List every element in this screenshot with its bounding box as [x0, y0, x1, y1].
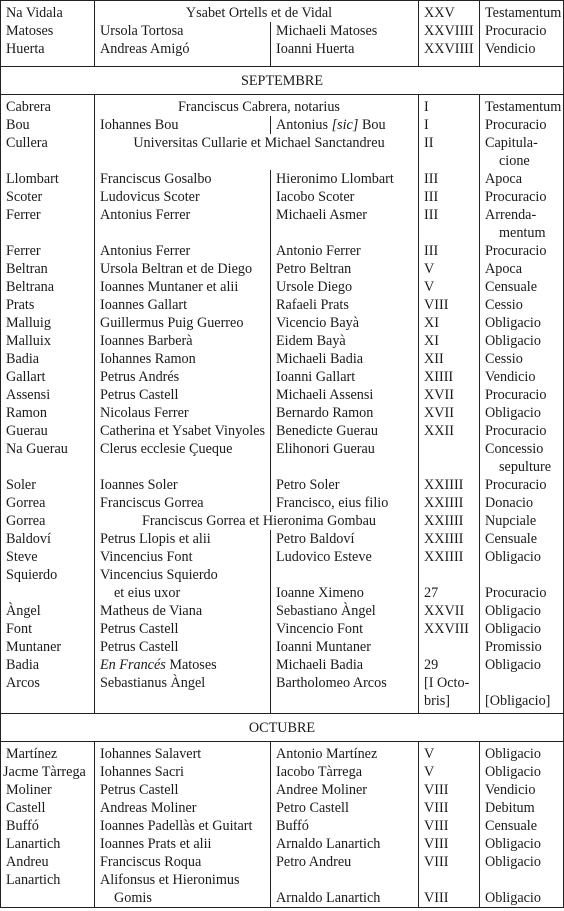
party-cell: Franciscus Cabrera, notarius — [95, 94, 419, 116]
grantor-cell: Iohannes Ramon — [95, 350, 271, 368]
table-row — [1, 332, 564, 350]
surname-cell: Gorrea — [1, 494, 95, 512]
table-row — [1, 853, 564, 871]
month-heading-septembre: SEPTEMBRE — [1, 66, 564, 94]
surname-cell: Badia — [1, 350, 95, 368]
surname-cell: Malluix — [1, 332, 95, 350]
surname-cell: Ramon — [1, 404, 95, 422]
grantor-cell: Andreas Moliner — [95, 799, 271, 817]
act-type-line: sepulture — [499, 458, 552, 475]
table-row — [1, 404, 564, 422]
act-type-cell: Censuale — [480, 817, 564, 835]
act-type-cell: Nupciale — [480, 512, 564, 530]
surname-cell: Na Guerau — [1, 440, 95, 476]
grantor-cell: Franciscus Gosalbo — [95, 170, 271, 188]
table-row — [1, 188, 564, 206]
grantee-cell: Elihonori Guerau — [271, 440, 419, 476]
surname-cell: Castell — [1, 799, 95, 817]
surname-cell: Andreu — [1, 853, 95, 871]
surname-cell: Martínez — [1, 742, 95, 764]
grantor-cell: Petrus Andrés — [95, 368, 271, 386]
table-row — [1, 350, 564, 368]
table-row — [1, 763, 564, 781]
grantee-surname: Bou — [358, 116, 386, 133]
day-cell: XXVIIII — [419, 40, 480, 58]
grantee-cell: Buffó — [271, 817, 419, 835]
grantee-cell: Eidem Bayà — [271, 332, 419, 350]
table-row — [1, 386, 564, 404]
table-row — [1, 566, 564, 602]
grantee-cell: Ioanni Muntaner — [271, 638, 419, 656]
grantee-cell: Vincencio Font — [271, 620, 419, 638]
grantor-cell: Iohannes Sacri — [95, 763, 271, 781]
act-type-cell: Obligacio — [480, 853, 564, 871]
surname-cell: Beltrana — [1, 278, 95, 296]
surname-cell: Lanartich — [1, 835, 95, 853]
grantor-cell: Sebastianus Àngel — [95, 674, 271, 710]
act-type-cell: Vendicio — [480, 368, 564, 386]
act-type-cell: Obligacio — [480, 835, 564, 853]
act-type-cell: Procuracio — [480, 476, 564, 494]
month-heading-row — [1, 66, 564, 94]
surname-cell: Squierdo — [1, 566, 95, 602]
surname-cell: Gallart — [1, 368, 95, 386]
grantor-line: et eius uxor — [114, 584, 181, 601]
day-cell — [419, 871, 480, 908]
surname-cell: Arcos — [1, 674, 95, 710]
grantee-cell: Bernardo Ramon — [271, 404, 419, 422]
day-cell: XVII — [419, 404, 480, 422]
act-type-cell: Obligacio — [480, 656, 564, 674]
table-row — [1, 742, 564, 764]
grantor-cell: Guillermus Puig Guerreo — [95, 314, 271, 332]
day-cell: V — [419, 278, 480, 296]
act-type-cell: Testamentum — [480, 94, 564, 116]
table-row — [1, 548, 564, 566]
day-cell — [419, 440, 480, 476]
table-row — [1, 620, 564, 638]
grantee-cell: Petro Soler — [271, 476, 419, 494]
surname-cell: Àngel — [1, 602, 95, 620]
grantor-italic: En Francés — [100, 656, 166, 673]
table-row — [1, 440, 564, 476]
table-row — [1, 835, 564, 853]
day-cell: VIII — [419, 853, 480, 871]
day-cell: I — [419, 116, 480, 134]
day-cell: II — [419, 134, 480, 170]
act-type-cell: Apoca — [480, 260, 564, 278]
month-heading-row — [1, 714, 564, 742]
table-row — [1, 674, 564, 710]
act-type-line: [Obligacio] — [485, 692, 551, 709]
act-type-cell: Censuale — [480, 278, 564, 296]
act-type-cell — [480, 871, 564, 908]
table-row — [1, 422, 564, 440]
grantor-cell: Petrus Castell — [95, 386, 271, 404]
grantor-cell: Ioannes Padellàs et Guitart — [95, 817, 271, 835]
act-type-cell: Testamentum — [480, 1, 564, 23]
act-type-cell — [480, 134, 564, 170]
grantee-cell: Ursole Diego — [271, 278, 419, 296]
day-cell: III — [419, 242, 480, 260]
act-type-cell: Obligacio — [480, 763, 564, 781]
grantee-cell: Michaeli Badia — [271, 350, 419, 368]
grantee-line: Arnaldo Lanartich — [276, 890, 381, 906]
table-row — [1, 602, 564, 620]
grantee-cell — [271, 116, 419, 134]
day-cell: XXIIII — [419, 548, 480, 566]
grantee-cell: Petro Andreu — [271, 853, 419, 871]
act-type-cell: Procuracio — [480, 188, 564, 206]
grantee-cell: Iacobo Tàrrega — [271, 763, 419, 781]
day-cell: 29 — [419, 656, 480, 674]
day-cell: VIII — [419, 781, 480, 799]
surname-cell: Lanartich — [1, 871, 95, 908]
grantor-cell: Iohannes Salavert — [95, 742, 271, 764]
grantee-cell: Bartholomeo Arcos — [271, 674, 419, 710]
day-cell: III — [419, 170, 480, 188]
act-type-cell: Cessio — [480, 296, 564, 314]
grantee-cell: Petro Beltran — [271, 260, 419, 278]
surname-cell: Prats — [1, 296, 95, 314]
table-row — [1, 58, 564, 66]
grantor-cell: Antonius Ferrer — [95, 206, 271, 242]
day-cell: XXVIII — [419, 620, 480, 638]
table-row — [1, 314, 564, 332]
surname-cell: Beltran — [1, 260, 95, 278]
sic-note: [sic] — [331, 116, 359, 133]
day-cell — [419, 638, 480, 656]
surname-cell: Ferrer — [1, 242, 95, 260]
surname-cell: Guerau — [1, 422, 95, 440]
grantee-cell: Francisco, eius filio — [271, 494, 419, 512]
day-cell: XXV — [419, 1, 480, 23]
grantor-cell: Ioannes Soler — [95, 476, 271, 494]
act-type-line: Arrenda- — [485, 206, 537, 223]
day-cell: XXVII — [419, 602, 480, 620]
act-type-cell: Cessio — [480, 350, 564, 368]
grantor-cell: Ludovicus Scoter — [95, 188, 271, 206]
grantee-cell: Ludovico Esteve — [271, 548, 419, 566]
grantee-cell: Michaeli Matoses — [271, 22, 419, 40]
day-cell — [419, 566, 480, 602]
table-row — [1, 871, 564, 908]
surname-cell: Font — [1, 620, 95, 638]
grantor-cell: Ioannes Gallart — [95, 296, 271, 314]
act-type-line: mentum — [499, 224, 546, 241]
day-cell: XI — [419, 314, 480, 332]
act-type-cell: Obligacio — [480, 314, 564, 332]
act-type-cell: Obligacio — [480, 332, 564, 350]
day-cell: I — [419, 94, 480, 116]
act-type-cell — [480, 206, 564, 242]
table-row — [1, 260, 564, 278]
surname-cell: Badia — [1, 656, 95, 674]
surname-cell: Baldoví — [1, 530, 95, 548]
grantee-cell: Michaeli Badia — [271, 656, 419, 674]
act-type-cell: Debitum — [480, 799, 564, 817]
grantee-line: Ioanne Ximeno — [276, 584, 364, 601]
month-heading-octubre: OCTUBRE — [1, 714, 564, 742]
day-cell: VIII — [419, 296, 480, 314]
act-type-line: Procuracio — [485, 584, 547, 601]
day-line: [I Octo- — [424, 674, 470, 691]
grantee-cell: Petro Baldoví — [271, 530, 419, 548]
grantee-cell: Michaeli Asmer — [271, 206, 419, 242]
grantor-cell: Franciscus Gorrea — [95, 494, 271, 512]
grantor-cell: Vincencius Font — [95, 548, 271, 566]
surname-cell: Ferrer — [1, 206, 95, 242]
grantee-cell — [271, 871, 419, 908]
grantee-cell: Arnaldo Lanartich — [271, 835, 419, 853]
grantee-cell: Vicencio Bayà — [271, 314, 419, 332]
surname-cell: Muntaner — [1, 638, 95, 656]
grantee-cell: Hieronimo Llombart — [271, 170, 419, 188]
surname-cell: Cullera — [1, 134, 95, 170]
grantee-cell: Michaeli Assensi — [271, 386, 419, 404]
grantor-cell — [95, 871, 271, 908]
grantee-cell: Petro Castell — [271, 799, 419, 817]
grantor-line: Alifonsus et Hieronimus — [100, 872, 240, 888]
day-cell: XXIIII — [419, 494, 480, 512]
surname-cell: Scoter — [1, 188, 95, 206]
surname-cell: Buffó — [1, 817, 95, 835]
surname-cell: Na Vidala — [1, 1, 95, 23]
table-row — [1, 170, 564, 188]
day-cell: VIII — [419, 835, 480, 853]
party-cell: Ysabet Ortells et de Vidal — [95, 1, 419, 23]
day-cell: XXIIII — [419, 530, 480, 548]
day-cell: VIII — [419, 817, 480, 835]
act-type-cell: Vendicio — [480, 781, 564, 799]
act-type-cell: Procuracio — [480, 422, 564, 440]
grantor-cell: Franciscus Roqua — [95, 853, 271, 871]
table-row — [1, 817, 564, 835]
grantee-cell: Andree Moliner — [271, 781, 419, 799]
grantee-cell: Sebastiano Àngel — [271, 602, 419, 620]
grantor-cell: Iohannes Bou — [95, 116, 271, 134]
day-cell: III — [419, 206, 480, 242]
act-type-line: cione — [499, 152, 530, 169]
surname-cell: Moliner — [1, 781, 95, 799]
table-row — [1, 638, 564, 656]
act-type-cell: Procuracio — [480, 22, 564, 40]
surname-cell: Steve — [1, 548, 95, 566]
grantor-cell: Petrus Castell — [95, 781, 271, 799]
day-cell: XII — [419, 350, 480, 368]
grantor-cell: Matheus de Viana — [95, 602, 271, 620]
act-type-cell — [480, 440, 564, 476]
act-type-line: Capitula- — [485, 134, 538, 151]
grantor-cell: Ioannes Barberà — [95, 332, 271, 350]
day-cell: XVII — [419, 386, 480, 404]
surname-cell: Gorrea — [1, 512, 95, 530]
day-line: VIII — [424, 890, 449, 906]
table-row — [1, 40, 564, 58]
grantor-cell: Petrus Castell — [95, 620, 271, 638]
table-row — [1, 94, 564, 116]
grantee-cell: Ioanni Huerta — [271, 40, 419, 58]
table-row — [1, 242, 564, 260]
grantor-cell: Ursola Tortosa — [95, 22, 271, 40]
day-cell: V — [419, 763, 480, 781]
table-row — [1, 476, 564, 494]
grantor-cell — [95, 656, 271, 674]
grantor-cell: Petrus Castell — [95, 638, 271, 656]
grantor-cell — [95, 566, 271, 602]
day-cell: XIIII — [419, 368, 480, 386]
table-row — [1, 278, 564, 296]
table-row — [1, 296, 564, 314]
act-type-cell: Procuracio — [480, 116, 564, 134]
grantee-cell: Iacobo Scoter — [271, 188, 419, 206]
grantee-cell — [271, 566, 419, 602]
act-type-cell: Obligacio — [480, 620, 564, 638]
surname-cell: Assensi — [1, 386, 95, 404]
grantor-cell: Andreas Amigó — [95, 40, 271, 58]
surname-cell: Jacme Tàrrega — [1, 763, 95, 781]
table-row — [1, 134, 564, 170]
day-line: 27 — [424, 584, 439, 601]
day-cell: XI — [419, 332, 480, 350]
act-type-cell: Obligacio — [480, 602, 564, 620]
table-row — [1, 512, 564, 530]
grantor-cell: Catherina et Ysabet Vinyoles — [95, 422, 271, 440]
surname-cell: Malluig — [1, 314, 95, 332]
table-row — [1, 656, 564, 674]
day-line: bris] — [424, 692, 451, 709]
act-type-cell: Obligacio — [480, 742, 564, 764]
party-cell: Franciscus Gorrea et Hieronima Gombau — [95, 512, 419, 530]
grantee-cell: Benedicte Guerau — [271, 422, 419, 440]
surname-cell: Cabrera — [1, 94, 95, 116]
table-row — [1, 781, 564, 799]
table-row — [1, 799, 564, 817]
table-row — [1, 22, 564, 40]
table-row — [1, 368, 564, 386]
act-type-cell: Procuracio — [480, 386, 564, 404]
grantor-line: Vincencius Squierdo — [100, 566, 218, 583]
day-cell: V — [419, 260, 480, 278]
table-row — [1, 530, 564, 548]
act-type-cell: Apoca — [480, 170, 564, 188]
grantee-cell: Rafaeli Prats — [271, 296, 419, 314]
day-cell: XXIIII — [419, 512, 480, 530]
surname-cell: Bou — [1, 116, 95, 134]
grantor-cell: Ursola Beltran et de Diego — [95, 260, 271, 278]
act-type-cell — [480, 674, 564, 710]
surname-cell: Matoses — [1, 22, 95, 40]
surname-cell: Huerta — [1, 40, 95, 58]
surname-cell: Llombart — [1, 170, 95, 188]
grantor-cell: Ioannes Prats et alii — [95, 835, 271, 853]
surname-cell: Soler — [1, 476, 95, 494]
day-cell: V — [419, 742, 480, 764]
table-row — [1, 206, 564, 242]
act-type-line: Concessio — [485, 440, 544, 457]
grantor-line: Gomis — [114, 890, 152, 906]
day-cell: III — [419, 188, 480, 206]
grantor-cell: Ioannes Muntaner et alii — [95, 278, 271, 296]
act-type-cell: Obligacio — [480, 548, 564, 566]
grantee-cell: Antonio Martínez — [271, 742, 419, 764]
party-cell: Universitas Cullarie et Michael Sanctandreu — [95, 134, 419, 170]
act-type-line: Obligacio — [485, 890, 541, 906]
grantee-cell: Antonio Ferrer — [271, 242, 419, 260]
day-cell: VIII — [419, 799, 480, 817]
grantor-cell: Antonius Ferrer — [95, 242, 271, 260]
table-row — [1, 116, 564, 134]
grantor-name: Matoses — [165, 656, 217, 673]
grantee-name: Antonius — [276, 116, 332, 133]
grantor-cell: Nicolaus Ferrer — [95, 404, 271, 422]
grantor-cell: Petrus Llopis et alii — [95, 530, 271, 548]
table-row — [1, 494, 564, 512]
day-cell: XXIIII — [419, 476, 480, 494]
act-type-cell: Vendicio — [480, 40, 564, 58]
day-cell: XXVIIII — [419, 22, 480, 40]
act-type-cell — [480, 566, 564, 602]
day-cell: XXII — [419, 422, 480, 440]
grantee-cell: Ioanni Gallart — [271, 368, 419, 386]
grantor-cell: Clerus ecclesie Çueque — [95, 440, 271, 476]
act-type-cell: Procuracio — [480, 242, 564, 260]
act-type-cell: Donacio — [480, 494, 564, 512]
act-type-cell: Obligacio — [480, 404, 564, 422]
act-type-cell: Promissio — [480, 638, 564, 656]
table-row — [1, 1, 564, 23]
act-type-cell: Censuale — [480, 530, 564, 548]
day-cell — [419, 674, 480, 710]
